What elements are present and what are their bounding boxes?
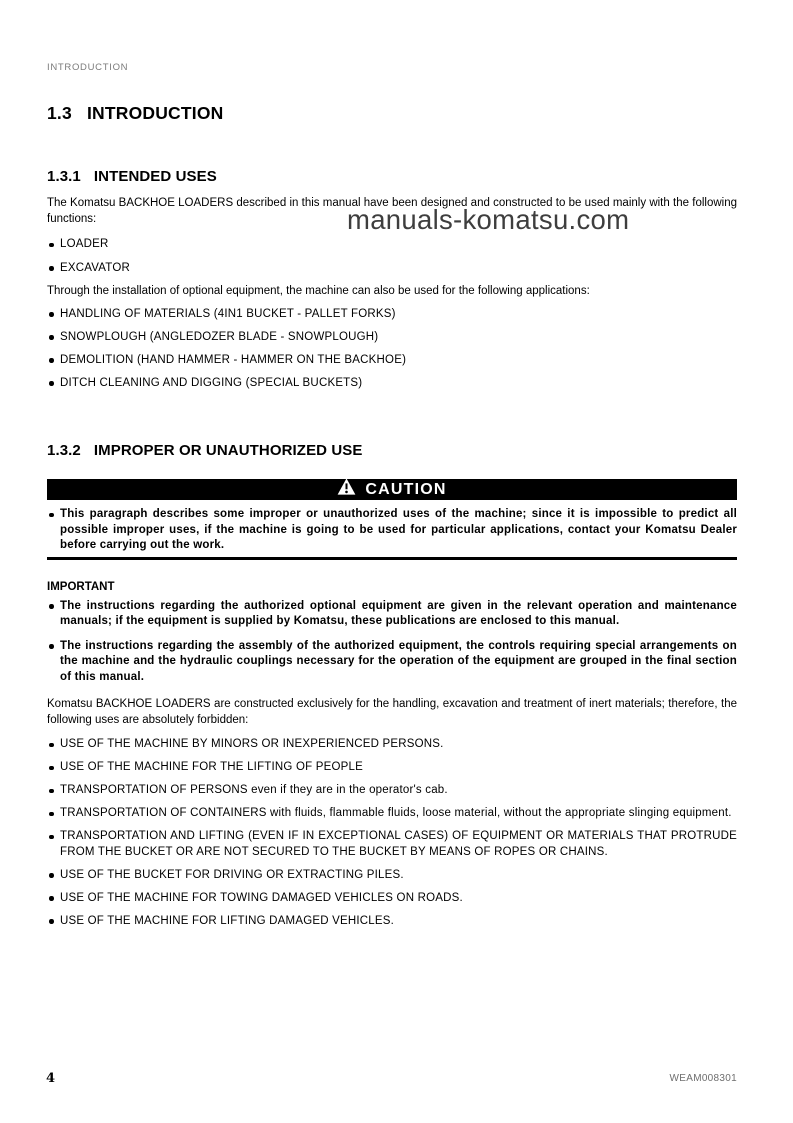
running-header: INTRODUCTION xyxy=(47,62,129,73)
list-item: TRANSPORTATION OF PERSONS even if they are in the operator's cab. xyxy=(47,783,737,799)
list-item: USE OF THE BUCKET FOR DRIVING OR EXTRACTING PILES. xyxy=(47,868,737,884)
forbidden-uses-list xyxy=(47,737,737,929)
section-heading xyxy=(47,103,737,123)
list-item: SNOWPLOUGH (ANGLEDOZER BLADE - SNOWPLOUGH) xyxy=(47,330,737,346)
caution-list xyxy=(47,507,737,554)
footer-doc-code: WEAM008301 xyxy=(669,1073,737,1084)
list-item: USE OF THE MACHINE FOR TOWING DAMAGED VEHICLES ON ROADS. xyxy=(47,891,737,907)
list-item: This paragraph describes some improper or unauthorized uses of the machine; since it is impossible to predict all possible improper uses, if the machine is going to be used for particular applications, contact your Komatsu Dealer before carrying out the work. xyxy=(47,507,737,554)
subsection-heading-intended-uses xyxy=(47,168,737,186)
footer-page-number: 4 xyxy=(46,1071,56,1086)
section-number: 1.3 xyxy=(47,103,72,123)
list-item: The instructions regarding the authorized optional equipment are given in the relevant operation and maintenance manuals; if the equipment is supplied by Komatsu, these publications are enclosed to this manual. xyxy=(47,599,737,630)
list-item: USE OF THE MACHINE FOR LIFTING DAMAGED VEHICLES. xyxy=(47,914,737,930)
list-item: The instructions regarding the assembly of the authorized equipment, the controls requiring special arrangements on the machine and the hydraulic couplings necessary for the operation of the equipment are grouped in the final section of this manual. xyxy=(47,639,737,686)
list-item: LOADER xyxy=(47,237,737,253)
forbidden-uses-intro: Komatsu BACKHOE LOADERS are constructed exclusively for the handling, excavation and treatment of inert materials; therefore, the following uses are absolutely forbidden: xyxy=(47,698,737,726)
list-item: TRANSPORTATION OF CONTAINERS with fluids, flammable fluids, loose material, without the appropriate slinging equipment. xyxy=(47,806,737,822)
optional-equipment-intro: Through the installation of optional equipment, the machine can also be used for the following applications: xyxy=(47,285,590,297)
caution-bar xyxy=(47,479,737,500)
watermark: manuals-komatsu.com xyxy=(347,204,630,235)
warning-triangle-icon xyxy=(337,478,356,500)
list-item: USE OF THE MACHINE BY MINORS OR INEXPERIENCED PERSONS. xyxy=(47,737,737,753)
important-list xyxy=(47,599,737,686)
subsection-number: 1.3.1 xyxy=(47,168,81,185)
list-item: USE OF THE MACHINE FOR THE LIFTING OF PEOPLE xyxy=(47,760,737,776)
section-title-text: INTRODUCTION xyxy=(86,103,224,123)
functions-list xyxy=(47,237,737,276)
list-item: DEMOLITION (HAND HAMMER - HAMMER ON THE BACKHOE) xyxy=(47,353,737,369)
applications-list xyxy=(47,307,737,392)
caution-label: CAUTION xyxy=(365,480,447,498)
subsection-number: 1.3.2 xyxy=(47,442,81,459)
subsection-title-text: IMPROPER OR UNAUTHORIZED USE xyxy=(93,442,363,459)
intended-uses-intro: The Komatsu BACKHOE LOADERS described in this manual have been designed and constructed to be used mainly with the following functions: xyxy=(47,197,737,225)
list-item: HANDLING OF MATERIALS (4IN1 BUCKET - PALLET FORKS) xyxy=(47,307,737,323)
subsection-heading-improper-use xyxy=(47,442,737,460)
list-item: DITCH CLEANING AND DIGGING (SPECIAL BUCKETS) xyxy=(47,376,737,392)
list-item: TRANSPORTATION AND LIFTING (EVEN IF IN EXCEPTIONAL CASES) OF EQUIPMENT OR MATERIALS THAT PROTRUDE FROM THE BUCKET OR ARE NOT SECURED TO THE BUCKET BY MEANS OF ROPES OR CHAINS. xyxy=(47,829,737,860)
list-item: EXCAVATOR xyxy=(47,261,737,277)
important-label: IMPORTANT xyxy=(47,580,115,593)
caution-block xyxy=(47,479,737,560)
subsection-title-text: INTENDED USES xyxy=(93,168,217,185)
